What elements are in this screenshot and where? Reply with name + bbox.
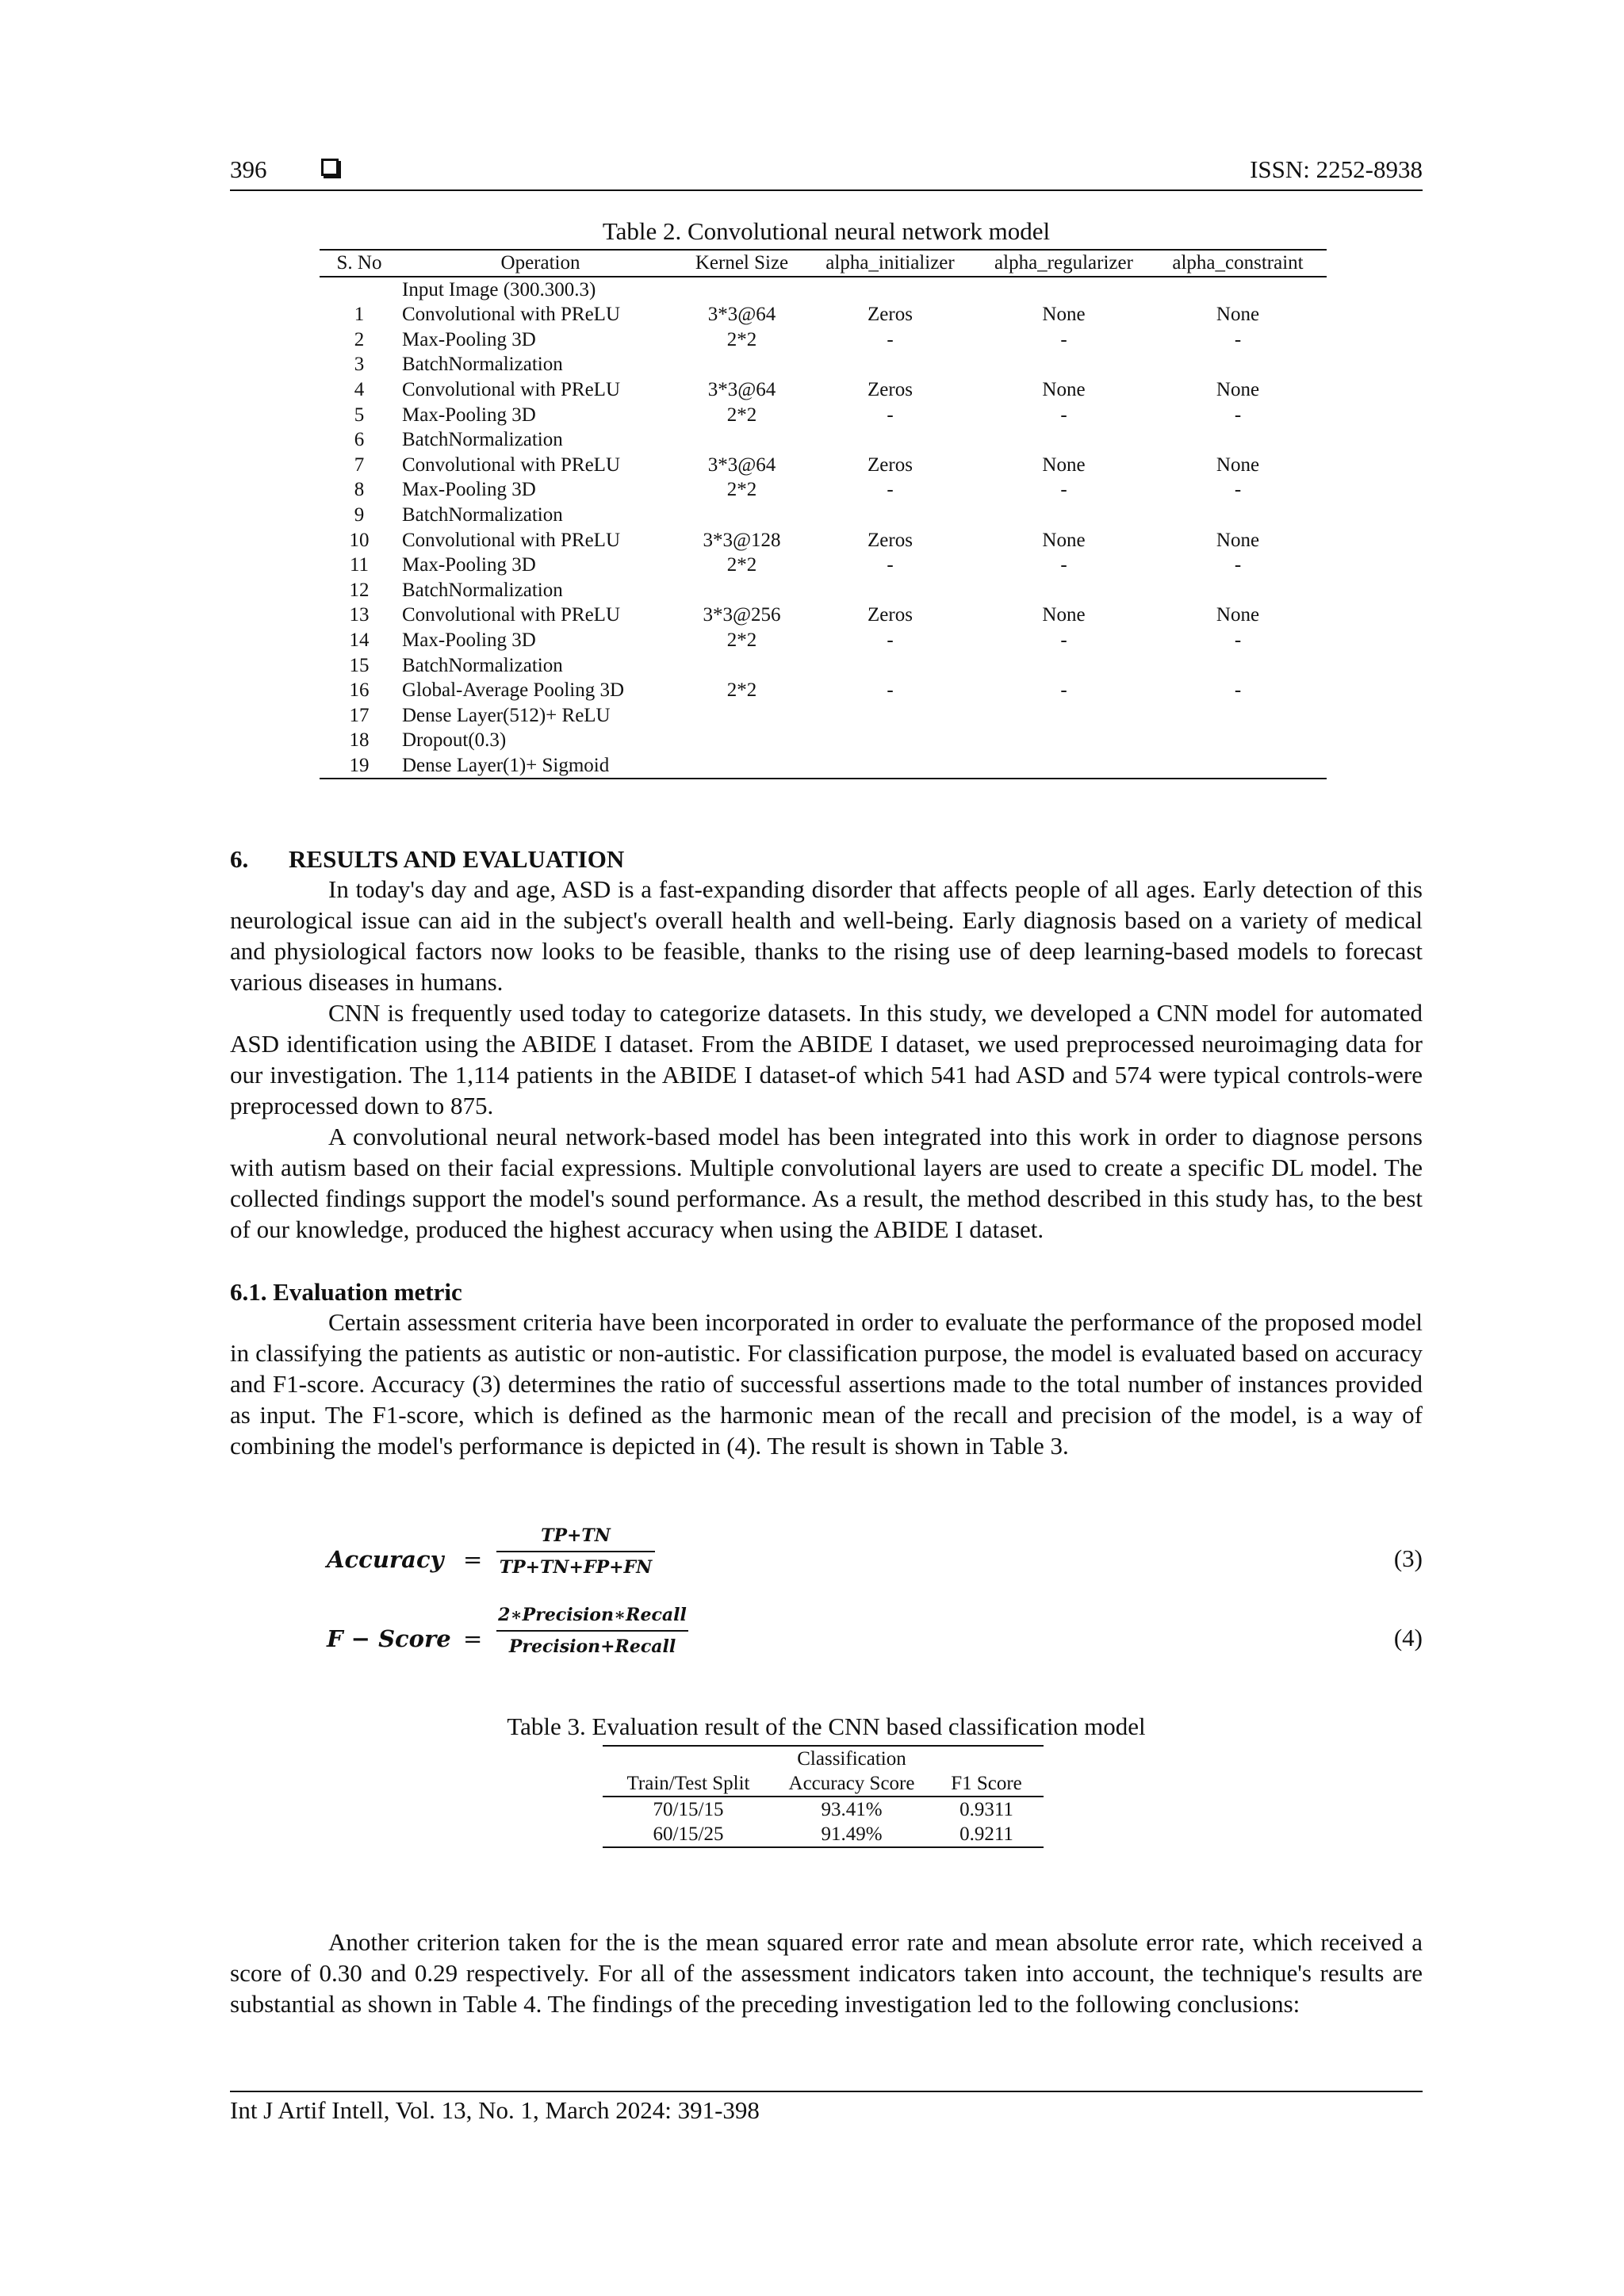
table-cell-alpha-initializer — [802, 578, 979, 603]
table-cell-kernel-size: 3*3@256 — [703, 604, 781, 626]
table-cell-alpha-regularizer: None — [1042, 378, 1086, 400]
table3-caption: Table 3. Evaluation result of the CNN based classification model — [507, 1712, 1146, 1740]
section-title: RESULTS AND EVALUATION — [289, 845, 625, 873]
table2-col-alpha-regularizer: alpha_regularizer — [994, 252, 1133, 274]
table-cell-alpha-initializer — [802, 503, 979, 528]
table-cell-alpha-initializer — [802, 753, 979, 779]
table-cell-alpha-constraint: - — [1234, 328, 1242, 350]
footer-rule — [230, 2091, 1423, 2092]
table-row — [603, 1822, 1044, 1847]
table-cell-alpha-initializer: - — [887, 328, 894, 350]
table-cell-alpha-regularizer: None — [1042, 529, 1086, 551]
table-cell-alpha-regularizer — [979, 277, 1149, 303]
table-cell-operation: Convolutional with PReLU — [402, 604, 620, 626]
fraction — [496, 1525, 655, 1578]
table-cell-alpha-regularizer: - — [1060, 679, 1067, 702]
table3-header-top-row — [603, 1746, 1044, 1771]
table-row — [320, 453, 1327, 478]
table-cell-kernel-size: 3*3@64 — [707, 378, 776, 400]
table-cell-alpha-constraint: - — [1234, 679, 1242, 702]
table3-header-cell — [929, 1746, 1044, 1771]
table-cell-alpha-constraint: None — [1216, 304, 1260, 326]
table-cell-operation: Dense Layer(512)+ ReLU — [402, 704, 611, 726]
table-cell-kernel-size: 3*3@64 — [707, 304, 776, 326]
table-cell-alpha-regularizer: - — [1060, 554, 1067, 576]
equation-number: (3) — [1393, 1544, 1423, 1572]
table-cell-kernel-size: 2*2 — [726, 629, 757, 651]
table-cell-sno: 13 — [349, 604, 370, 626]
fraction-denominator: TP+TN+FP+FN — [499, 1557, 653, 1578]
table-cell-operation: Max-Pooling 3D — [402, 554, 536, 576]
table-row — [320, 403, 1327, 428]
table3-col-f1: F1 Score — [951, 1773, 1022, 1794]
table-row — [320, 327, 1327, 353]
table-cell-alpha-initializer — [802, 653, 979, 679]
table-cell: 70/15/15 — [653, 1799, 724, 1820]
table-cell: 93.41% — [821, 1799, 883, 1820]
table-cell-operation: Convolutional with PReLU — [402, 304, 620, 326]
table-cell-alpha-constraint — [1149, 352, 1327, 377]
table-cell-alpha-initializer: Zeros — [868, 304, 913, 326]
fraction — [496, 1605, 688, 1657]
paragraph: Another criterion taken for the is the mean squared error rate and mean absolute error rate, which received a score of 0.30 and 0.29 respectively. For all of the assessment indicators taken into account, the technique's results are substantial as shown in Table 4. The findings of the preceding investigation led to the following conclusions: — [230, 1928, 1423, 2018]
table-row — [320, 427, 1327, 453]
table-cell-sno: 1 — [354, 304, 365, 326]
equation-lhs: F − Score — [327, 1625, 451, 1652]
table-cell-sno: 2 — [354, 328, 365, 350]
equals-sign: = — [463, 1625, 483, 1652]
equation-accuracy — [327, 1525, 1423, 1589]
table-cell-operation: Dense Layer(1)+ Sigmoid — [402, 754, 610, 776]
table-cell-alpha-regularizer — [979, 753, 1149, 779]
table-cell-operation: BatchNormalization — [402, 654, 563, 676]
table-cell-alpha-constraint — [1149, 503, 1327, 528]
table-row — [320, 728, 1327, 753]
table-cell-operation: Max-Pooling 3D — [402, 629, 536, 651]
paragraph: A convolutional neural network-based model has been integrated into this work in order to diagnose persons with autism based on their facial expressions. Multiple convolutional layers are used to create a specific DL model. The collected findings support the model's sound performance. As a result, the method described in this study has, to the best of our knowledge, produced the highest accuracy when using the ABIDE I dataset. — [230, 1123, 1423, 1243]
table2-col-alpha-constraint: alpha_constraint — [1172, 252, 1304, 274]
table-cell-alpha-initializer: - — [887, 679, 894, 702]
issn: ISSN: 2252-8938 — [1250, 155, 1423, 183]
table-cell-alpha-initializer — [802, 728, 979, 753]
table-cell-alpha-initializer — [802, 427, 979, 453]
table-cell-operation: BatchNormalization — [402, 429, 563, 451]
table3-col-accuracy: Accuracy Score — [788, 1773, 915, 1794]
table2 — [320, 249, 1327, 779]
fraction-denominator: Precision+Recall — [508, 1636, 676, 1657]
table-cell: 91.49% — [821, 1823, 883, 1845]
table-cell-alpha-initializer: - — [887, 629, 894, 651]
table-cell-sno: 10 — [349, 529, 370, 551]
table-cell-alpha-constraint — [1149, 653, 1327, 679]
table-cell-alpha-regularizer — [979, 703, 1149, 729]
subsection-heading: 6.1. Evaluation metric — [230, 1278, 462, 1306]
table-cell-sno: 4 — [354, 378, 365, 400]
fraction-numerator: 2∗Precision∗Recall — [498, 1605, 687, 1625]
table-cell-alpha-regularizer: - — [1060, 328, 1067, 350]
table-cell-kernel-size — [682, 578, 802, 603]
table-cell-alpha-constraint — [1149, 578, 1327, 603]
table-cell-alpha-constraint: None — [1216, 604, 1260, 626]
equation-number: (4) — [1393, 1624, 1423, 1651]
table-row — [320, 277, 1327, 303]
table-row — [320, 477, 1327, 503]
table-cell-alpha-constraint — [1149, 703, 1327, 729]
table-cell-operation: Dropout(0.3) — [402, 729, 507, 752]
table-row — [320, 578, 1327, 603]
table-cell-alpha-initializer: Zeros — [868, 453, 913, 476]
table-cell-sno: 14 — [349, 629, 370, 651]
table-cell-kernel-size — [682, 427, 802, 453]
table-cell-kernel-size: 2*2 — [726, 554, 757, 576]
table-cell-kernel-size — [682, 352, 802, 377]
table2-col-sno: S. No — [336, 252, 382, 274]
table-cell-sno: 7 — [354, 453, 365, 476]
section-number: 6. — [230, 845, 249, 873]
footer-citation: Int J Artif Intell, Vol. 13, No. 1, March 2024: 391-398 — [230, 2096, 760, 2124]
table-cell-alpha-constraint: - — [1234, 629, 1242, 651]
table-row — [320, 302, 1327, 327]
equals-sign: = — [463, 1546, 483, 1573]
table-cell-alpha-regularizer: - — [1060, 479, 1067, 501]
table-cell-sno: 6 — [354, 429, 365, 451]
table-row — [320, 528, 1327, 553]
table-cell-kernel-size: 2*2 — [726, 679, 757, 702]
table-cell-sno: 19 — [349, 754, 370, 776]
table-cell-alpha-regularizer — [979, 653, 1149, 679]
page-number: 396 — [230, 155, 267, 183]
header-rule — [230, 189, 1423, 191]
table-cell-alpha-initializer: Zeros — [868, 529, 913, 551]
table-row — [320, 352, 1327, 377]
table-row — [603, 1797, 1044, 1822]
header-square-icon — [321, 159, 339, 176]
table-cell-alpha-regularizer — [979, 352, 1149, 377]
table-cell-alpha-constraint: None — [1216, 453, 1260, 476]
table-cell-operation: Input Image (300.300.3) — [402, 278, 596, 300]
table-cell-alpha-initializer: Zeros — [868, 604, 913, 626]
table-cell-alpha-regularizer: None — [1042, 304, 1086, 326]
table-cell-alpha-initializer: - — [887, 404, 894, 426]
table2-col-kernel: Kernel Size — [695, 252, 789, 274]
table-cell-sno: 17 — [349, 704, 370, 726]
table-row — [320, 678, 1327, 703]
table-cell: 0.9311 — [959, 1799, 1013, 1820]
table-cell-kernel-size — [682, 703, 802, 729]
table3-col-split: Train/Test Split — [626, 1773, 750, 1794]
table-cell-alpha-initializer: - — [887, 554, 894, 576]
table-cell-operation: BatchNormalization — [402, 503, 563, 526]
table3-header-cell — [603, 1746, 774, 1771]
table-row — [320, 377, 1327, 403]
table-cell-sno: 11 — [349, 554, 370, 576]
table-cell-kernel-size: 2*2 — [726, 479, 757, 501]
table-cell-alpha-constraint: - — [1234, 404, 1242, 426]
table-cell-alpha-constraint: None — [1216, 529, 1260, 551]
table2-caption: Table 2. Convolutional neural network model — [602, 217, 1051, 245]
fraction-numerator: TP+TN — [541, 1525, 611, 1546]
table-cell-alpha-constraint: - — [1234, 554, 1242, 576]
table-cell-alpha-regularizer — [979, 503, 1149, 528]
table-cell-alpha-initializer: - — [887, 479, 894, 501]
table-cell-alpha-constraint — [1149, 728, 1327, 753]
table-cell-alpha-constraint: None — [1216, 378, 1260, 400]
table2-col-operation: Operation — [500, 252, 580, 274]
table-cell-sno: 8 — [354, 479, 365, 501]
table-cell-alpha-initializer — [802, 352, 979, 377]
table-cell-alpha-regularizer: - — [1060, 629, 1067, 651]
table-cell-operation: Max-Pooling 3D — [402, 479, 536, 501]
table-cell-sno: 12 — [349, 579, 370, 601]
table-row — [320, 653, 1327, 679]
paragraph: CNN is frequently used today to categorize datasets. In this study, we developed a CNN model for automated ASD identification using the ABIDE I dataset. From the ABIDE I dataset, we used preprocessed neuroimaging data for our investigation. The 1,114 patients in the ABIDE I dataset-of which 541 had ASD and 574 were typical controls-were preprocessed down to 875. — [230, 999, 1423, 1119]
table2-body — [320, 277, 1327, 779]
table-cell-alpha-initializer: Zeros — [868, 378, 913, 400]
table-cell-alpha-constraint: - — [1234, 479, 1242, 501]
table-cell-alpha-regularizer — [979, 578, 1149, 603]
table-cell-alpha-regularizer: None — [1042, 453, 1086, 476]
table-cell-operation: Max-Pooling 3D — [402, 328, 536, 350]
paragraph: In today's day and age, ASD is a fast-expanding disorder that affects people of all ages. Early detection of this neurological issue can aid in the subject's overall health and well-being. Early diagnosis based on a variety of medical and physiological factors now looks to be feasible, thanks to the rising use of deep learning-based models to forecast various diseases in humans. — [230, 875, 1423, 996]
table-cell-operation: BatchNormalization — [402, 354, 563, 376]
table-cell-kernel-size: 3*3@128 — [703, 529, 781, 551]
table-row — [320, 753, 1327, 779]
table-cell-sno — [320, 277, 399, 303]
table-cell-alpha-regularizer — [979, 728, 1149, 753]
table-cell-sno: 3 — [354, 354, 365, 376]
table-row — [320, 703, 1327, 729]
equation-lhs: Accuracy — [327, 1546, 444, 1573]
table-cell-sno: 16 — [349, 679, 370, 702]
table-cell-alpha-regularizer — [979, 427, 1149, 453]
table3-header-cell: Classification — [797, 1748, 906, 1770]
paragraph: Certain assessment criteria have been incorporated in order to evaluate the performance of the proposed model in classifying the patients as autistic or non-autistic. For classification purpose, the model is evaluated based on accuracy and F1-score. Accuracy (3) determines the ratio of successful assertions made to the total number of instances provided as input. The F1-score, which is defined as the harmonic mean of the recall and precision of the model, is a way of combining the model's performance is depicted in (4). The result is shown in Table 3. — [230, 1308, 1423, 1460]
table-cell: 0.9211 — [959, 1823, 1013, 1845]
table-cell-alpha-constraint — [1149, 753, 1327, 779]
table-cell-kernel-size — [682, 503, 802, 528]
table-cell-sno: 18 — [349, 729, 370, 752]
table-cell-alpha-regularizer: - — [1060, 404, 1067, 426]
table-cell-kernel-size: 2*2 — [726, 404, 757, 426]
table2-col-alpha-initializer: alpha_initializer — [825, 252, 955, 274]
section-heading — [230, 845, 624, 874]
table-cell-kernel-size: 3*3@64 — [707, 453, 776, 476]
table-cell-alpha-constraint — [1149, 277, 1327, 303]
table-row — [320, 553, 1327, 578]
table-cell-alpha-regularizer: None — [1042, 604, 1086, 626]
table-cell-operation: BatchNormalization — [402, 579, 563, 601]
table-cell-sno: 5 — [354, 404, 365, 426]
table-cell-kernel-size — [682, 277, 802, 303]
table-cell-kernel-size — [682, 653, 802, 679]
table-row — [320, 628, 1327, 653]
table-cell-alpha-initializer — [802, 277, 979, 303]
table-cell-operation: Convolutional with PReLU — [402, 529, 620, 551]
table-cell-sno: 9 — [354, 503, 365, 526]
equation-f-score — [327, 1605, 1423, 1668]
table-cell-operation: Convolutional with PReLU — [402, 453, 620, 476]
table-cell-alpha-constraint — [1149, 427, 1327, 453]
table-cell-operation: Global-Average Pooling 3D — [402, 679, 625, 702]
table3-header-row — [603, 1771, 1044, 1797]
table-cell-alpha-initializer — [802, 703, 979, 729]
table-cell-operation: Convolutional with PReLU — [402, 378, 620, 400]
table-cell-kernel-size — [682, 728, 802, 753]
table-cell-kernel-size — [682, 753, 802, 779]
table-row — [320, 503, 1327, 528]
table2-header-row — [320, 250, 1327, 277]
table-row — [320, 603, 1327, 628]
table-cell: 60/15/25 — [653, 1823, 724, 1845]
table3 — [603, 1745, 1044, 1848]
table-cell-kernel-size: 2*2 — [726, 328, 757, 350]
table-cell-sno: 15 — [349, 654, 370, 676]
table-cell-operation: Max-Pooling 3D — [402, 404, 536, 426]
